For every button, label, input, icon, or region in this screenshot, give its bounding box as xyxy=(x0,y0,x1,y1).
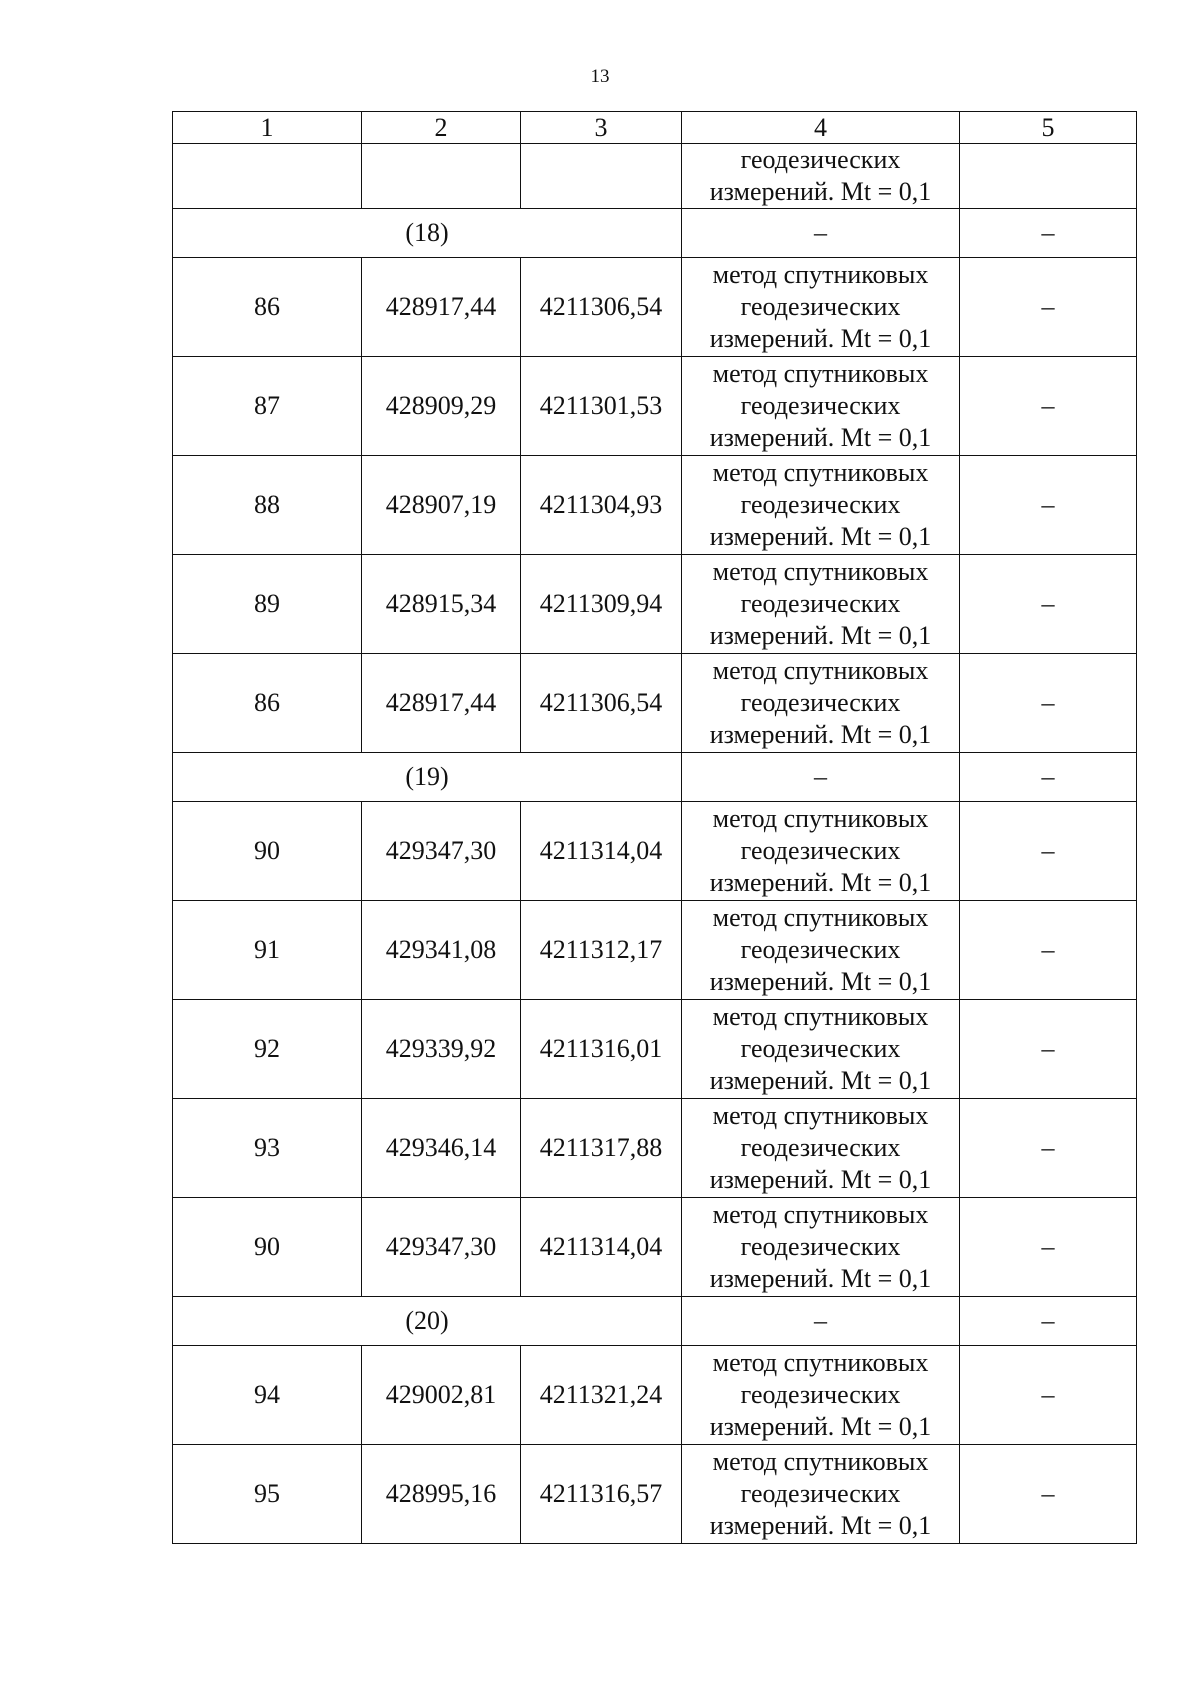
method-cell xyxy=(682,1198,960,1297)
method-text-line: метод спутниковых xyxy=(712,656,929,685)
table-row xyxy=(173,1346,1137,1445)
coordinates-table xyxy=(172,111,1137,1544)
x-coordinate-cell: 428915,34 xyxy=(362,555,521,654)
header-cell: 3 xyxy=(521,112,682,144)
method-cell xyxy=(682,258,960,357)
x-coordinate-cell: 429339,92 xyxy=(362,1000,521,1099)
continuation-row xyxy=(173,144,1137,209)
table-cell xyxy=(362,144,521,209)
x-coordinate-cell: 428917,44 xyxy=(362,258,521,357)
table-cell xyxy=(173,144,362,209)
dash-cell: – xyxy=(960,901,1137,1000)
method-cell xyxy=(682,555,960,654)
section-dash-cell: – xyxy=(682,753,960,802)
y-coordinate-cell: 4211314,04 xyxy=(521,802,682,901)
method-text-line: измерений. Mt = 0,1 xyxy=(709,324,932,353)
method-text-line: геодезических xyxy=(740,1232,901,1261)
method-cell xyxy=(682,901,960,1000)
table-row xyxy=(173,802,1137,901)
method-text-line: метод спутниковых xyxy=(712,1002,929,1031)
y-coordinate-cell: 4211321,24 xyxy=(521,1346,682,1445)
method-text-line: геодезических xyxy=(740,688,901,717)
section-label: (20) xyxy=(173,1297,682,1346)
section-dash-cell: – xyxy=(682,209,960,258)
point-number-cell: 92 xyxy=(173,1000,362,1099)
method-text-line: геодезических xyxy=(740,145,901,174)
dash-cell: – xyxy=(960,1198,1137,1297)
method-text-line: метод спутниковых xyxy=(712,458,929,487)
point-number-cell: 87 xyxy=(173,357,362,456)
method-text-line: геодезических xyxy=(740,391,901,420)
method-text-line: геодезических xyxy=(740,1479,901,1508)
method-cell xyxy=(682,1445,960,1544)
table-row xyxy=(173,1445,1137,1544)
section-label: (19) xyxy=(173,753,682,802)
section-row xyxy=(173,209,1137,258)
method-text-line: метод спутниковых xyxy=(712,903,929,932)
method-text-line: геодезических xyxy=(740,589,901,618)
y-coordinate-cell: 4211304,93 xyxy=(521,456,682,555)
method-text-line: метод спутниковых xyxy=(712,1447,929,1476)
x-coordinate-cell: 429347,30 xyxy=(362,802,521,901)
method-cell xyxy=(682,1000,960,1099)
method-text-line: измерений. Mt = 0,1 xyxy=(709,868,932,897)
method-text-line: метод спутниковых xyxy=(712,260,929,289)
y-coordinate-cell: 4211309,94 xyxy=(521,555,682,654)
point-number-cell: 91 xyxy=(173,901,362,1000)
point-number-cell: 93 xyxy=(173,1099,362,1198)
section-row xyxy=(173,753,1137,802)
method-text-line: геодезических xyxy=(740,490,901,519)
table-cell xyxy=(960,144,1137,209)
method-text-line: измерений. Mt = 0,1 xyxy=(709,1264,932,1293)
section-dash-cell: – xyxy=(960,1297,1137,1346)
method-text-line: измерений. Mt = 0,1 xyxy=(709,1511,932,1540)
header-cell: 2 xyxy=(362,112,521,144)
table-row xyxy=(173,456,1137,555)
table-row xyxy=(173,654,1137,753)
point-number-cell: 95 xyxy=(173,1445,362,1544)
y-coordinate-cell: 4211306,54 xyxy=(521,654,682,753)
method-text-line: метод спутниковых xyxy=(712,1200,929,1229)
header-cell: 1 xyxy=(173,112,362,144)
table-row xyxy=(173,1198,1137,1297)
dash-cell: – xyxy=(960,654,1137,753)
x-coordinate-cell: 429347,30 xyxy=(362,1198,521,1297)
method-text-line: измерений. Mt = 0,1 xyxy=(709,177,932,206)
method-text-line: геодезических xyxy=(740,292,901,321)
method-text-line: измерений. Mt = 0,1 xyxy=(709,967,932,996)
y-coordinate-cell: 4211301,53 xyxy=(521,357,682,456)
x-coordinate-cell: 428995,16 xyxy=(362,1445,521,1544)
point-number-cell: 89 xyxy=(173,555,362,654)
x-coordinate-cell: 429002,81 xyxy=(362,1346,521,1445)
method-text-line: измерений. Mt = 0,1 xyxy=(709,720,932,749)
dash-cell: – xyxy=(960,456,1137,555)
y-coordinate-cell: 4211316,57 xyxy=(521,1445,682,1544)
method-text-line: геодезических xyxy=(740,1034,901,1063)
dash-cell: – xyxy=(960,555,1137,654)
point-number-cell: 90 xyxy=(173,1198,362,1297)
table-cell xyxy=(521,144,682,209)
table-row xyxy=(173,1099,1137,1198)
method-text-line: измерений. Mt = 0,1 xyxy=(709,1165,932,1194)
dash-cell: – xyxy=(960,1346,1137,1445)
method-text-line: измерений. Mt = 0,1 xyxy=(709,621,932,650)
method-text-line: геодезических xyxy=(740,1380,901,1409)
section-dash-cell: – xyxy=(960,753,1137,802)
section-row xyxy=(173,1297,1137,1346)
x-coordinate-cell: 428907,19 xyxy=(362,456,521,555)
dash-cell: – xyxy=(960,1445,1137,1544)
y-coordinate-cell: 4211314,04 xyxy=(521,1198,682,1297)
method-cell xyxy=(682,144,960,209)
table-row xyxy=(173,901,1137,1000)
method-text-line: измерений. Mt = 0,1 xyxy=(709,522,932,551)
method-cell xyxy=(682,654,960,753)
page-number: 13 xyxy=(590,66,610,87)
point-number-cell: 94 xyxy=(173,1346,362,1445)
method-text-line: геодезических xyxy=(740,1133,901,1162)
section-dash-cell: – xyxy=(960,209,1137,258)
method-text-line: метод спутниковых xyxy=(712,359,929,388)
point-number-cell: 86 xyxy=(173,654,362,753)
method-cell xyxy=(682,357,960,456)
dash-cell: – xyxy=(960,802,1137,901)
point-number-cell: 86 xyxy=(173,258,362,357)
method-text-line: измерений. Mt = 0,1 xyxy=(709,1066,932,1095)
dash-cell: – xyxy=(960,357,1137,456)
table-row xyxy=(173,555,1137,654)
method-cell xyxy=(682,1099,960,1198)
section-label: (18) xyxy=(173,209,682,258)
method-cell xyxy=(682,802,960,901)
method-text-line: метод спутниковых xyxy=(712,557,929,586)
y-coordinate-cell: 4211316,01 xyxy=(521,1000,682,1099)
section-dash-cell: – xyxy=(682,1297,960,1346)
table-row xyxy=(173,258,1137,357)
method-text-line: измерений. Mt = 0,1 xyxy=(709,423,932,452)
method-text-line: метод спутниковых xyxy=(712,804,929,833)
x-coordinate-cell: 428917,44 xyxy=(362,654,521,753)
method-text-line: метод спутниковых xyxy=(712,1101,929,1130)
x-coordinate-cell: 429346,14 xyxy=(362,1099,521,1198)
dash-cell: – xyxy=(960,258,1137,357)
method-cell xyxy=(682,456,960,555)
x-coordinate-cell: 429341,08 xyxy=(362,901,521,1000)
y-coordinate-cell: 4211306,54 xyxy=(521,258,682,357)
dash-cell: – xyxy=(960,1099,1137,1198)
method-text-line: геодезических xyxy=(740,836,901,865)
dash-cell: – xyxy=(960,1000,1137,1099)
header-cell: 5 xyxy=(960,112,1137,144)
method-text-line: метод спутниковых xyxy=(712,1348,929,1377)
method-cell xyxy=(682,1346,960,1445)
table-header-row xyxy=(173,112,1137,144)
header-cell: 4 xyxy=(682,112,960,144)
table-row xyxy=(173,357,1137,456)
point-number-cell: 90 xyxy=(173,802,362,901)
method-text-line: геодезических xyxy=(740,935,901,964)
table-row xyxy=(173,1000,1137,1099)
method-text-line: измерений. Mt = 0,1 xyxy=(709,1412,932,1441)
point-number-cell: 88 xyxy=(173,456,362,555)
y-coordinate-cell: 4211312,17 xyxy=(521,901,682,1000)
y-coordinate-cell: 4211317,88 xyxy=(521,1099,682,1198)
x-coordinate-cell: 428909,29 xyxy=(362,357,521,456)
